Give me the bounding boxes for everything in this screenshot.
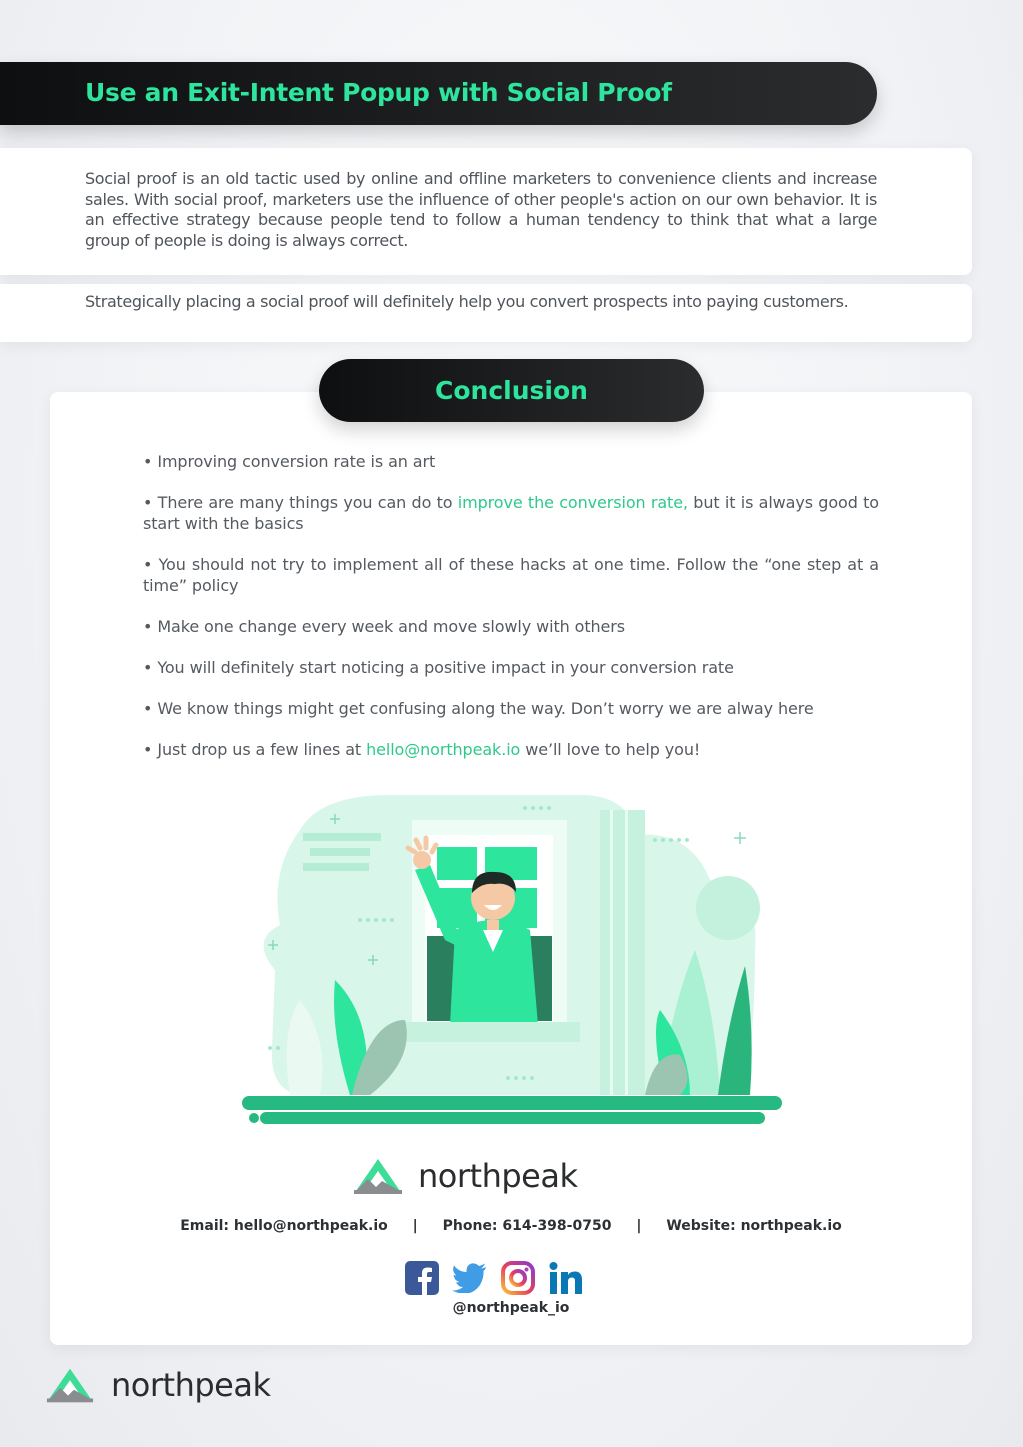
list-item	[143, 740, 879, 761]
facebook-icon[interactable]	[404, 1260, 440, 1296]
list-item: • We know things might get confusing along the way. Don’t worry we are alway here	[143, 699, 814, 719]
list-item-text: we’ll love to help you!	[520, 740, 701, 760]
list-item	[143, 493, 879, 534]
brand-name: northpeak	[418, 1157, 578, 1195]
twitter-icon[interactable]	[452, 1260, 488, 1296]
contact-info	[50, 1218, 972, 1234]
list-item-text: but it is always good to start with the basics	[143, 493, 879, 533]
separator: |	[636, 1218, 642, 1234]
improve-conversion-link[interactable]: improve the conversion rate,	[457, 493, 688, 513]
brand-logo	[352, 1155, 577, 1197]
separator: |	[412, 1218, 418, 1234]
contact-phone[interactable]: Phone: 614-398-0750	[442, 1218, 612, 1234]
strategy-paragraph: Strategically placing a social proof will definitely help you convert prospects into paying customers.	[85, 292, 849, 311]
instagram-icon[interactable]	[500, 1260, 536, 1296]
list-item: • You will definitely start noticing a positive impact in your conversion rate	[143, 657, 734, 677]
email-link[interactable]: hello@northpeak.io	[366, 740, 521, 760]
section-heading-bar	[0, 62, 877, 125]
list-item: • Make one change every week and move slowly with others	[143, 616, 626, 636]
contact-website[interactable]: Website: northpeak.io	[666, 1218, 842, 1234]
section-title: Use an Exit-Intent Popup with Social Proof	[85, 78, 672, 107]
social-handle: @northpeak_io	[452, 1300, 570, 1316]
mountain-logo-icon	[45, 1366, 95, 1404]
contact-email[interactable]: Email: hello@northpeak.io	[180, 1218, 388, 1234]
list-item: • Improving conversion rate is an art	[143, 452, 436, 471]
footer-brand-name: northpeak	[111, 1366, 271, 1404]
linkedin-icon[interactable]	[548, 1260, 584, 1296]
list-item-text: • Just drop us a few lines at	[143, 740, 367, 760]
social-links	[404, 1260, 584, 1296]
social-proof-card	[0, 148, 972, 275]
conclusion-list	[143, 452, 879, 782]
strategy-card	[0, 284, 972, 342]
social-proof-paragraph: Social proof is an old tactic used by online and offline marketers to convenience clients and increase sales. With social proof, marketers use the influence of other people's action on our own behavior. It is an effective strategy because people tend to follow a human tendency to think that what a large group of people is doing is always correct.	[85, 169, 877, 250]
conclusion-heading-bar	[319, 359, 704, 422]
list-item: • You should not try to implement all of these hacks at one time. Follow the “one step at a time” policy	[143, 554, 879, 595]
footer-logo	[45, 1366, 270, 1404]
mountain-logo-icon	[352, 1157, 404, 1195]
waving-man-illustration	[240, 790, 785, 1130]
list-item-text: • There are many things you can do to	[143, 493, 458, 513]
conclusion-title: Conclusion	[435, 376, 588, 405]
